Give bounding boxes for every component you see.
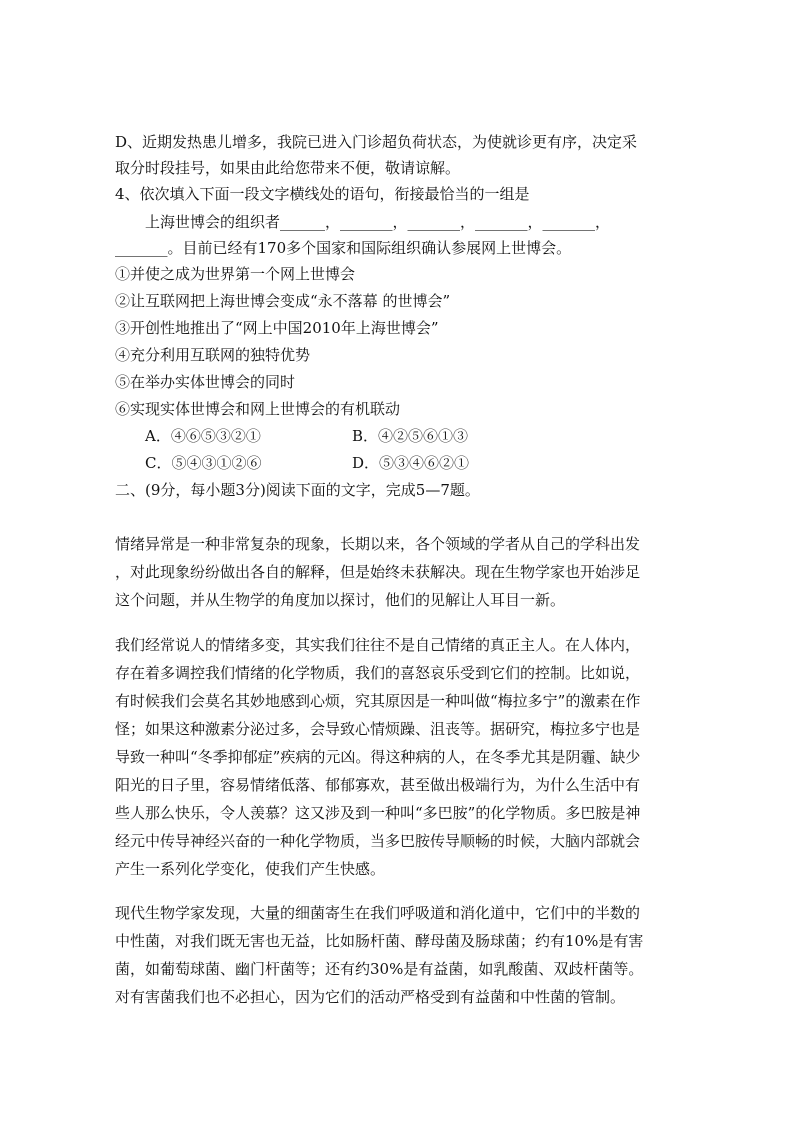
question-4-item-4: ④充分利用互联网的独特优势 xyxy=(115,346,311,364)
passage-para-2-line-2: 存在着多调控我们情绪的化学物质，我们的喜怒哀乐受到它们的控制。比如说， xyxy=(115,664,641,682)
section-2-heading: 二、(9分，每小题3分)阅读下面的文字，完成5—7题。 xyxy=(115,481,480,499)
question-4-prompt: 4、依次填入下面一段文字横线处的语句，衔接最恰当的一组是 xyxy=(115,185,530,203)
choice-b: B．④②⑤⑥①③ xyxy=(352,427,469,445)
question-4-passage-line-1: 上海世博会的组织者______，_______，_______，_______，_______， xyxy=(145,213,611,231)
passage-para-2-line-6: 阳光的日子里，容易情绪低落、郁郁寡欢，甚至做出极端行为，为什么生活中有 xyxy=(115,776,641,794)
passage-para-2-line-3: 有时候我们会莫名其妙地感到心烦，究其原因是一种叫做“梅拉多宁”的激素在作 xyxy=(115,692,641,710)
passage-para-2-line-1: 我们经常说人的情绪多变，其实我们往往不是自己情绪的真正主人。在人体内， xyxy=(115,636,641,654)
passage-para-3-line-3: 菌，如葡萄球菌、幽门杆菌等；还有约30%是有益菌，如乳酸菌、双歧杆菌等。 xyxy=(115,960,644,978)
passage-para-2-line-8: 经元中传导神经兴奋的一种化学物质，当多巴胺传导顺畅的时候，大脑内部就会 xyxy=(115,832,641,850)
passage-para-3-line-4: 对有害菌我们也不必担心，因为它们的活动严格受到有益菌和中性菌的管制。 xyxy=(115,988,626,1006)
question-4-item-2: ②让互联网把上海世博会变成“永不落幕 的世博会” xyxy=(115,292,451,310)
option-d-line-2: 取分时段挂号，如果由此给您带来不便，敬请谅解。 xyxy=(115,159,461,177)
choice-a: A．④⑥⑤③②① xyxy=(145,427,261,445)
passage-para-2-line-4: 怪；如果这种激素分泌过多，会导致心情烦躁、沮丧等。据研究，梅拉多宁也是 xyxy=(115,720,641,738)
question-4-item-1: ①并使之成为世界第一个网上世博会 xyxy=(115,265,356,283)
passage-para-3-line-1: 现代生物学家发现，大量的细菌寄生在我们呼吸道和消化道中，它们中的半数的 xyxy=(115,904,641,922)
passage-para-1-line-2: ，对此现象纷纷做出各自的解释，但是始终未获解决。现在生物学家也开始涉足 xyxy=(115,563,641,581)
passage-para-1-line-1: 情绪异常是一种非常复杂的现象，长期以来，各个领域的学者从自己的学科出发 xyxy=(115,535,641,553)
question-4-passage-line-2: _______。目前已经有170多个国家和国际组织确认参展网上世博会。 xyxy=(115,239,572,257)
passage-para-2-line-9: 产生一系列化学变化，使我们产生快感。 xyxy=(115,860,386,878)
question-4-item-5: ⑤在举办实体世博会的同时 xyxy=(115,373,296,391)
choice-c: C．⑤④③①②⑥ xyxy=(145,454,262,472)
question-4-item-6: ⑥实现实体世博会和网上世博会的有机联动 xyxy=(115,400,401,418)
question-4-item-3: ③开创性地推出了“网上中国2010年上海世博会” xyxy=(115,319,439,337)
passage-para-3-line-2: 中性菌，对我们既无害也无益，比如肠杆菌、酵母菌及肠球菌；约有10%是有害 xyxy=(115,932,644,950)
passage-para-1-line-3: 这个问题，并从生物学的角度加以探讨，他们的见解让人耳目一新。 xyxy=(115,591,566,609)
option-d-line-1: D、近期发热患儿增多，我院已进入门诊超负荷状态，为使就诊更有序，决定采 xyxy=(115,133,638,151)
passage-para-2-line-5: 导致一种叫“冬季抑郁症”疾病的元凶。得这种病的人，在冬季尤其是阴霾、缺少 xyxy=(115,748,641,766)
choice-d: D．⑤③④⑥②① xyxy=(352,454,470,472)
passage-para-2-line-7: 些人那么快乐，令人羡慕？这又涉及到一种叫“多巴胺”的化学物质。多巴胺是神 xyxy=(115,804,641,822)
